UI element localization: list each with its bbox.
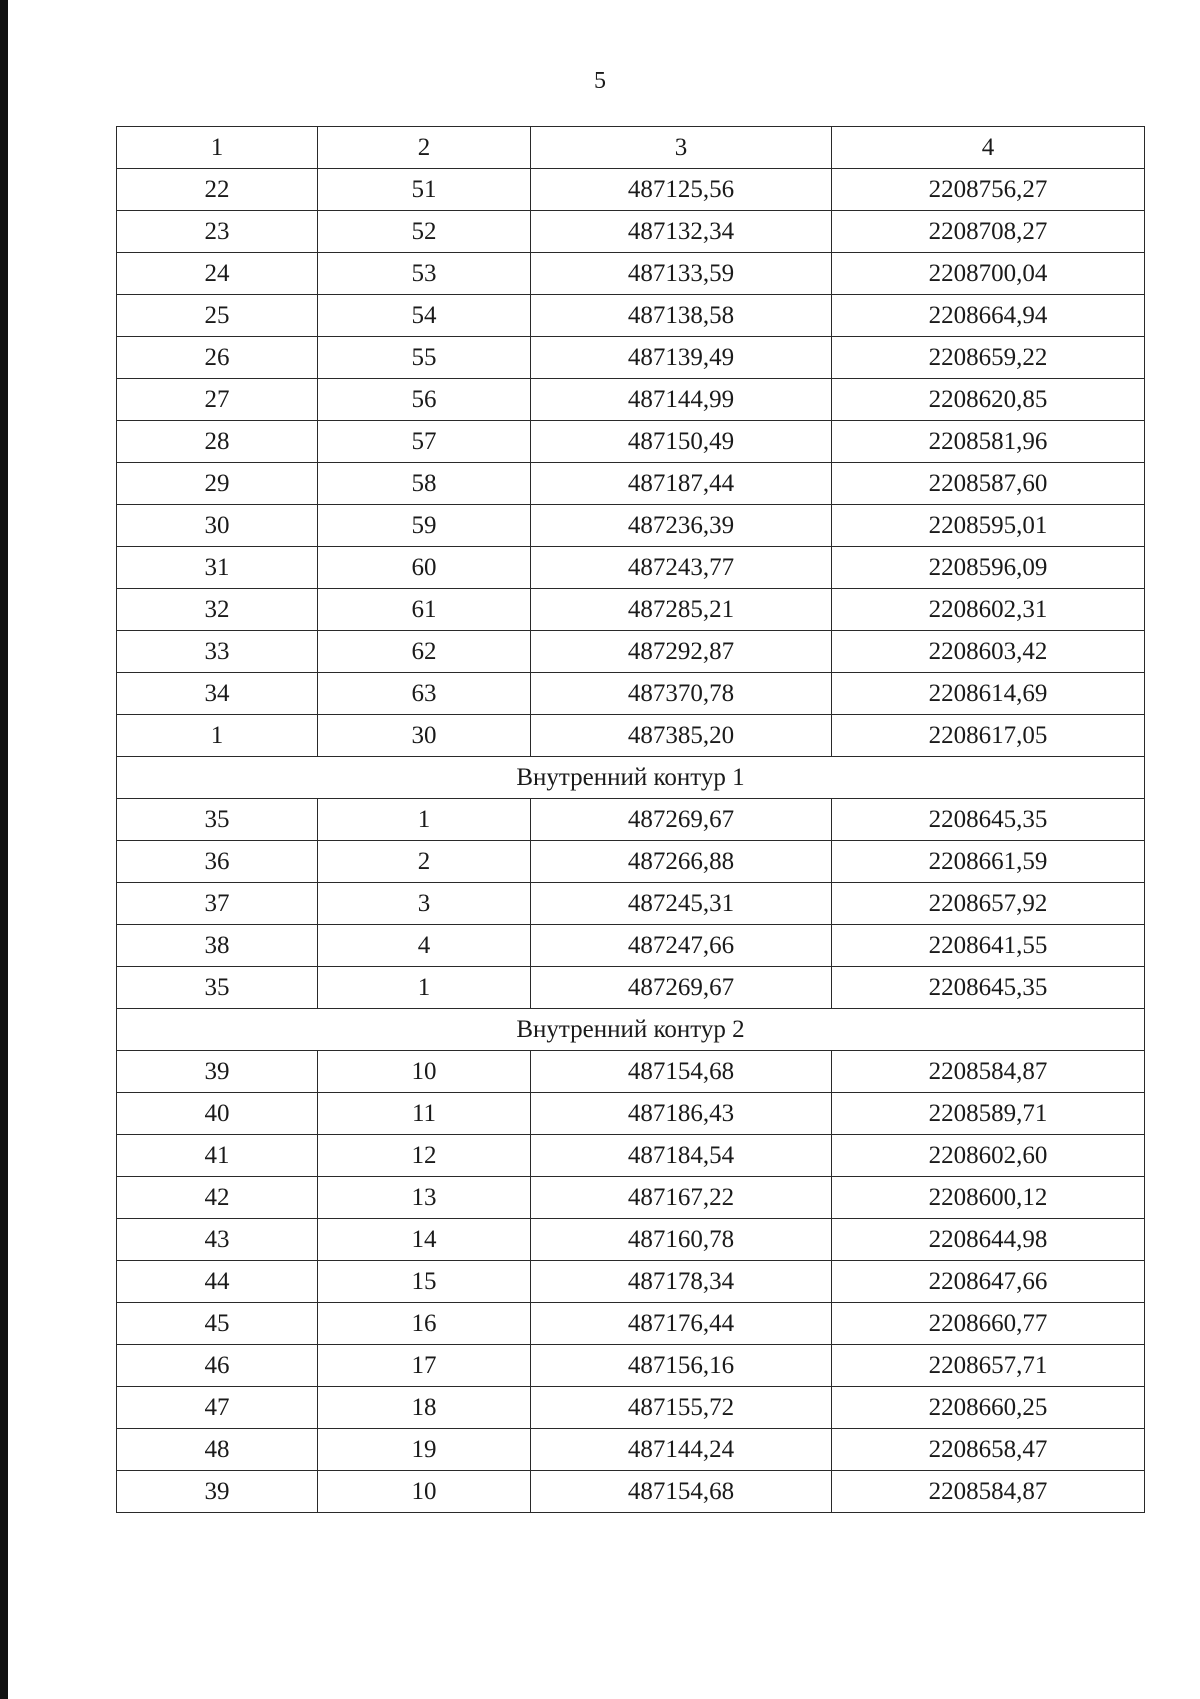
- table-cell: 52: [318, 211, 531, 253]
- table-cell: 2208602,31: [832, 589, 1145, 631]
- table-cell: 487269,67: [531, 967, 832, 1009]
- table-cell: 487266,88: [531, 841, 832, 883]
- table-cell: 2208660,77: [832, 1303, 1145, 1345]
- header-cell: 4: [832, 127, 1145, 169]
- section-title-row: [117, 757, 1145, 799]
- table-row: [117, 547, 1145, 589]
- table-cell: 2208596,09: [832, 547, 1145, 589]
- table-cell: 2208603,42: [832, 631, 1145, 673]
- table-cell: 487187,44: [531, 463, 832, 505]
- table-cell: 35: [117, 799, 318, 841]
- table-cell: 43: [117, 1219, 318, 1261]
- table-cell: 17: [318, 1345, 531, 1387]
- table-row: [117, 1261, 1145, 1303]
- table-cell: 487138,58: [531, 295, 832, 337]
- table-cell: 1: [318, 967, 531, 1009]
- table-cell: 26: [117, 337, 318, 379]
- table-cell: 54: [318, 295, 531, 337]
- section-title-row: [117, 1009, 1145, 1051]
- table-cell: 2208708,27: [832, 211, 1145, 253]
- page-number: 5: [594, 68, 606, 94]
- table-cell: 25: [117, 295, 318, 337]
- table-cell: 30: [117, 505, 318, 547]
- table-row: [117, 1093, 1145, 1135]
- table-cell: 487184,54: [531, 1135, 832, 1177]
- table-cell: 34: [117, 673, 318, 715]
- table-cell: 2208756,27: [832, 169, 1145, 211]
- table-cell: 2208664,94: [832, 295, 1145, 337]
- table-cell: 487385,20: [531, 715, 832, 757]
- table-row: [117, 1429, 1145, 1471]
- header-cell: 1: [117, 127, 318, 169]
- table-row: [117, 715, 1145, 757]
- table-cell: 55: [318, 337, 531, 379]
- table-cell: 2208658,47: [832, 1429, 1145, 1471]
- table-cell: 487132,34: [531, 211, 832, 253]
- table-row: [117, 379, 1145, 421]
- table-cell: 2208600,12: [832, 1177, 1145, 1219]
- table-cell: 57: [318, 421, 531, 463]
- table-cell: 2208589,71: [832, 1093, 1145, 1135]
- table-cell: 2208659,22: [832, 337, 1145, 379]
- table-body: [117, 127, 1145, 1513]
- header-cell: 3: [531, 127, 832, 169]
- table-cell: 487154,68: [531, 1051, 832, 1093]
- table-cell: 24: [117, 253, 318, 295]
- table-cell: 487144,24: [531, 1429, 832, 1471]
- table-cell: 11: [318, 1093, 531, 1135]
- table-row: [117, 1387, 1145, 1429]
- table-cell: 2208595,01: [832, 505, 1145, 547]
- table-cell: 38: [117, 925, 318, 967]
- table-cell: 19: [318, 1429, 531, 1471]
- table-cell: 487176,44: [531, 1303, 832, 1345]
- table-cell: 2208644,98: [832, 1219, 1145, 1261]
- table-cell: 487156,16: [531, 1345, 832, 1387]
- table-cell: 2: [318, 841, 531, 883]
- table-cell: 10: [318, 1051, 531, 1093]
- table-cell: 2208661,59: [832, 841, 1145, 883]
- table-row: [117, 967, 1145, 1009]
- table-cell: 39: [117, 1471, 318, 1513]
- table-row: [117, 1303, 1145, 1345]
- table-header-row: [117, 127, 1145, 169]
- table-cell: 58: [318, 463, 531, 505]
- table-cell: 2208660,25: [832, 1387, 1145, 1429]
- table-cell: 10: [318, 1471, 531, 1513]
- table-cell: 61: [318, 589, 531, 631]
- table-row: [117, 589, 1145, 631]
- table-cell: 23: [117, 211, 318, 253]
- section-title: Внутренний контур 2: [117, 1009, 1145, 1051]
- table-row: [117, 169, 1145, 211]
- table-row: [117, 337, 1145, 379]
- table-cell: 2208602,60: [832, 1135, 1145, 1177]
- table-cell: 18: [318, 1387, 531, 1429]
- table-row: [117, 211, 1145, 253]
- table-cell: 2208645,35: [832, 799, 1145, 841]
- table-cell: 2208581,96: [832, 421, 1145, 463]
- table-row: [117, 673, 1145, 715]
- table-cell: 487150,49: [531, 421, 832, 463]
- table-cell: 44: [117, 1261, 318, 1303]
- table-cell: 2208700,04: [832, 253, 1145, 295]
- table-row: [117, 1219, 1145, 1261]
- table-row: [117, 1345, 1145, 1387]
- table-cell: 487370,78: [531, 673, 832, 715]
- table-cell: 40: [117, 1093, 318, 1135]
- table-cell: 487178,34: [531, 1261, 832, 1303]
- table-cell: 14: [318, 1219, 531, 1261]
- table-row: [117, 925, 1145, 967]
- table-cell: 487154,68: [531, 1471, 832, 1513]
- table-cell: 487245,31: [531, 883, 832, 925]
- table-cell: 59: [318, 505, 531, 547]
- table-cell: 36: [117, 841, 318, 883]
- table-cell: 31: [117, 547, 318, 589]
- table-cell: 51: [318, 169, 531, 211]
- table-cell: 41: [117, 1135, 318, 1177]
- table-cell: 2208584,87: [832, 1471, 1145, 1513]
- table-cell: 29: [117, 463, 318, 505]
- table-cell: 47: [117, 1387, 318, 1429]
- table-cell: 15: [318, 1261, 531, 1303]
- table-cell: 2208617,05: [832, 715, 1145, 757]
- table-cell: 63: [318, 673, 531, 715]
- table-row: [117, 1177, 1145, 1219]
- table-cell: 2208587,60: [832, 463, 1145, 505]
- table-cell: 487133,59: [531, 253, 832, 295]
- table-row: [117, 463, 1145, 505]
- table-cell: 487292,87: [531, 631, 832, 673]
- table-cell: 4: [318, 925, 531, 967]
- table-cell: 13: [318, 1177, 531, 1219]
- table-cell: 30: [318, 715, 531, 757]
- table-cell: 28: [117, 421, 318, 463]
- table-cell: 3: [318, 883, 531, 925]
- table-cell: 32: [117, 589, 318, 631]
- table-cell: 2208584,87: [832, 1051, 1145, 1093]
- table-cell: 2208647,66: [832, 1261, 1145, 1303]
- coordinates-table: [116, 126, 1145, 1513]
- table-cell: 60: [318, 547, 531, 589]
- table-cell: 2208641,55: [832, 925, 1145, 967]
- table-cell: 2208657,71: [832, 1345, 1145, 1387]
- table-cell: 53: [318, 253, 531, 295]
- table-cell: 27: [117, 379, 318, 421]
- table-row: [117, 799, 1145, 841]
- table-row: [117, 295, 1145, 337]
- table-cell: 22: [117, 169, 318, 211]
- table-cell: 2208645,35: [832, 967, 1145, 1009]
- table-cell: 2208620,85: [832, 379, 1145, 421]
- table-cell: 35: [117, 967, 318, 1009]
- table-cell: 42: [117, 1177, 318, 1219]
- table-cell: 12: [318, 1135, 531, 1177]
- scan-edge: [0, 0, 8, 1699]
- table-row: [117, 253, 1145, 295]
- coordinates-table-container: [116, 126, 1144, 1513]
- table-cell: 487247,66: [531, 925, 832, 967]
- table-cell: 487144,99: [531, 379, 832, 421]
- table-cell: 62: [318, 631, 531, 673]
- table-row: [117, 1051, 1145, 1093]
- table-cell: 487167,22: [531, 1177, 832, 1219]
- table-row: [117, 1135, 1145, 1177]
- table-cell: 487139,49: [531, 337, 832, 379]
- table-cell: 487125,56: [531, 169, 832, 211]
- table-cell: 33: [117, 631, 318, 673]
- table-cell: 487243,77: [531, 547, 832, 589]
- table-row: [117, 1471, 1145, 1513]
- table-cell: 487186,43: [531, 1093, 832, 1135]
- table-row: [117, 421, 1145, 463]
- table-cell: 48: [117, 1429, 318, 1471]
- table-cell: 56: [318, 379, 531, 421]
- table-cell: 37: [117, 883, 318, 925]
- section-title: Внутренний контур 1: [117, 757, 1145, 799]
- table-row: [117, 505, 1145, 547]
- table-cell: 487269,67: [531, 799, 832, 841]
- table-cell: 16: [318, 1303, 531, 1345]
- table-cell: 2208614,69: [832, 673, 1145, 715]
- table-cell: 39: [117, 1051, 318, 1093]
- table-cell: 2208657,92: [832, 883, 1145, 925]
- table-cell: 1: [318, 799, 531, 841]
- table-row: [117, 883, 1145, 925]
- table-cell: 45: [117, 1303, 318, 1345]
- table-cell: 46: [117, 1345, 318, 1387]
- header-cell: 2: [318, 127, 531, 169]
- table-cell: 487236,39: [531, 505, 832, 547]
- table-cell: 1: [117, 715, 318, 757]
- table-row: [117, 631, 1145, 673]
- table-row: [117, 841, 1145, 883]
- table-cell: 487155,72: [531, 1387, 832, 1429]
- table-cell: 487160,78: [531, 1219, 832, 1261]
- table-cell: 487285,21: [531, 589, 832, 631]
